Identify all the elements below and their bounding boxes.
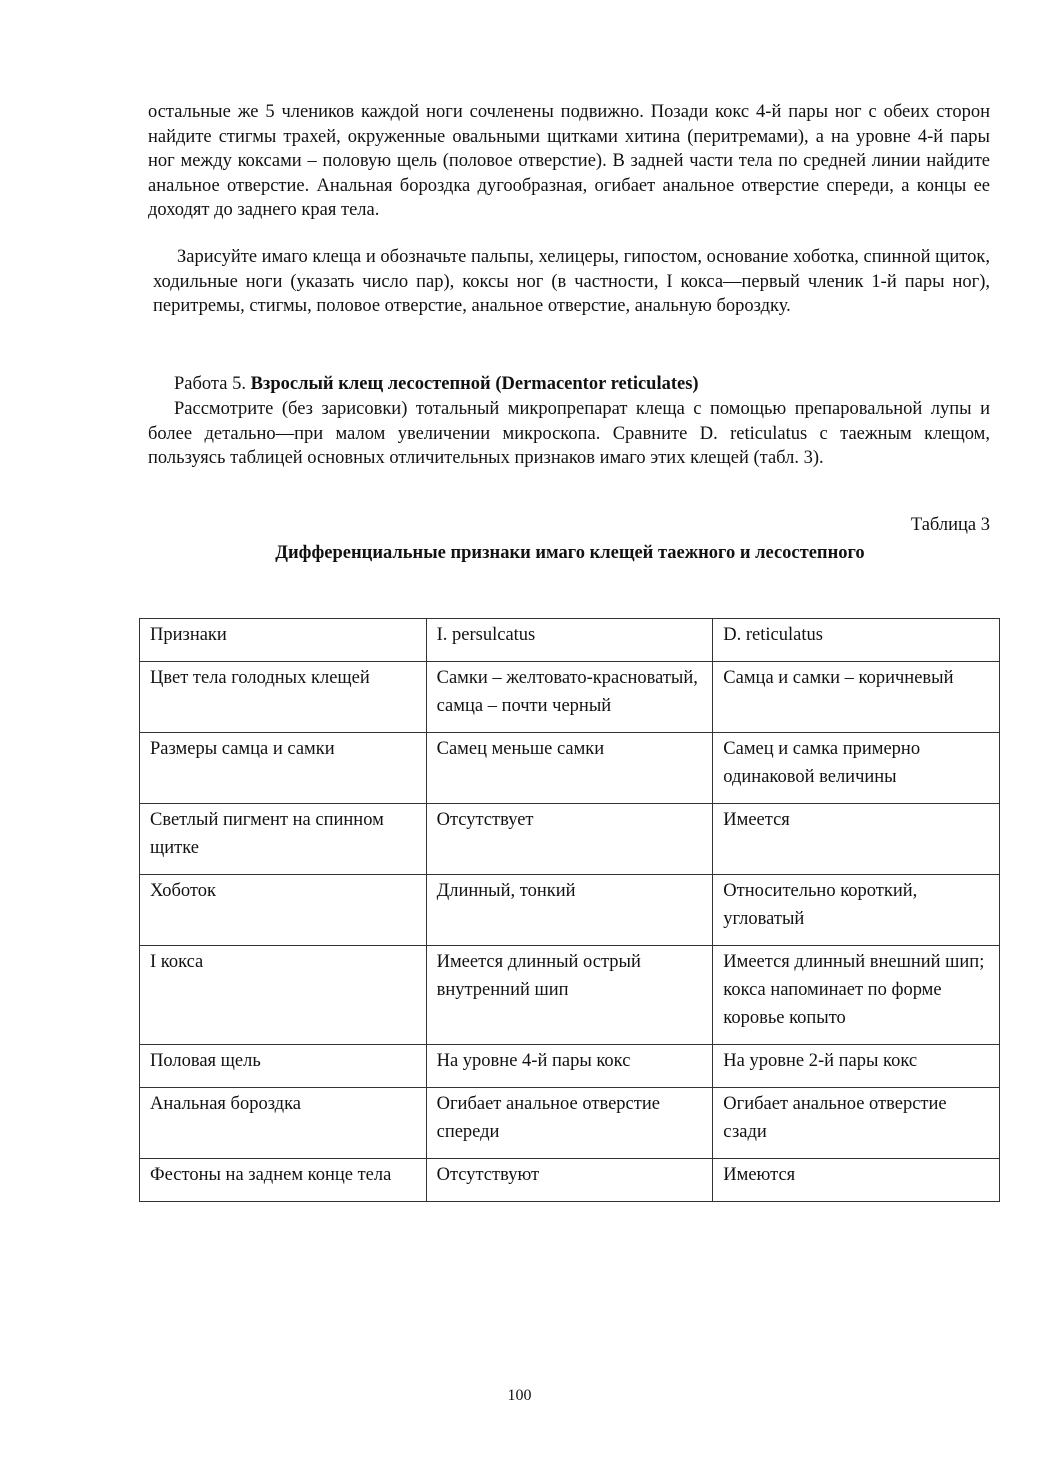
table-row <box>140 733 1000 804</box>
reticulatus-cell: Огибает анальное отверстие сзади <box>713 1088 1000 1159</box>
feature-cell: I кокса <box>140 946 427 1045</box>
feature-cell: Хоботок <box>140 875 427 946</box>
reticulatus-cell: Относительно короткий, угловатый <box>713 875 1000 946</box>
persulcatus-cell: Самец меньше самки <box>426 733 713 804</box>
page-number: 100 <box>507 1387 532 1404</box>
header-cell-persulcatus: I. persulcatus <box>426 619 713 662</box>
persulcatus-cell: Самки – желтовато-красноватый, самца – почти черный <box>426 662 713 733</box>
persulcatus-cell: Огибает анальное отверстие спереди <box>426 1088 713 1159</box>
persulcatus-cell: На уровне 4-й пары кокс <box>426 1045 713 1088</box>
persulcatus-cell: Отсутствуют <box>426 1159 713 1202</box>
table-row <box>140 662 1000 733</box>
table-label: Таблица 3 <box>910 515 990 535</box>
feature-cell: Цвет тела голодных клещей <box>140 662 427 733</box>
reticulatus-cell: На уровне 2-й пары кокс <box>713 1045 1000 1088</box>
table-row <box>140 804 1000 875</box>
differential-table <box>139 618 1000 1202</box>
feature-cell: Анальная бороздка <box>140 1088 427 1159</box>
feature-cell: Размеры самца и самки <box>140 733 427 804</box>
table-row <box>140 946 1000 1045</box>
paragraph-microscope-task: Рассмотрите (без зарисовки) тотальный микропрепарат клеща с помощью препаровальной лупы и более детально—при малом увеличении микроскопа. Сравните D. reticulatus с таежным клещом, пользуясь таблицей основных отличительных признаков имаго этих клещей (табл. 3). <box>148 399 990 468</box>
work-heading <box>174 372 699 396</box>
feature-cell: Фестоны на заднем конце тела <box>140 1159 427 1202</box>
header-cell-features: Признаки <box>140 619 427 662</box>
feature-cell: Половая щель <box>140 1045 427 1088</box>
reticulatus-cell: Имеется <box>713 804 1000 875</box>
table-title: Дифференциальные признаки имаго клещей таежного и лесостепного <box>275 543 865 563</box>
persulcatus-cell: Отсутствует <box>426 804 713 875</box>
reticulatus-cell: Самец и самка примерно одинаковой величины <box>713 733 1000 804</box>
reticulatus-cell: Самца и самки – коричневый <box>713 662 1000 733</box>
table-row <box>140 1045 1000 1088</box>
table-row <box>140 1088 1000 1159</box>
reticulatus-cell: Имеется длинный внешний шип; кокса напоминает по форме коровье копыто <box>713 946 1000 1045</box>
paragraph-drawing-task: Зарисуйте имаго клеща и обозначьте пальпы, хелицеры, гипостом, основание хоботка, спинной щиток, ходильные ноги (указать число пар), коксы ног (в частности, I кокса—первый членик 1-й пары ног), перитремы, стигмы, половое отверстие, анальное отверстие, анальную бороздку. <box>153 247 990 316</box>
work-prefix: Работа 5. <box>174 374 251 394</box>
table-row <box>140 1159 1000 1202</box>
table-row <box>140 875 1000 946</box>
paragraph-tick-anatomy: остальные же 5 члеников каждой ноги сочленены подвижно. Позади кокс 4-й пары ног с обеих сторон найдите стигмы трахей, окруженные овальными щитками хитина (перитремами), а на уровне 4-й пары ног между коксами – половую щель (половое отверстие). В задней части тела по средней линии найдите анальное отверстие. Анальная бороздка дугообразная, огибает анальное отверстие спереди, а концы ее доходят до заднего края тела. <box>148 102 990 220</box>
work-title: Взрослый клещ лесостепной (Dermacentor reticulates) <box>250 374 699 394</box>
table-header-row <box>140 619 1000 662</box>
persulcatus-cell: Длинный, тонкий <box>426 875 713 946</box>
feature-cell: Светлый пигмент на спинном щитке <box>140 804 427 875</box>
persulcatus-cell: Имеется длинный острый внутренний шип <box>426 946 713 1045</box>
header-cell-reticulatus: D. reticulatus <box>713 619 1000 662</box>
reticulatus-cell: Имеются <box>713 1159 1000 1202</box>
